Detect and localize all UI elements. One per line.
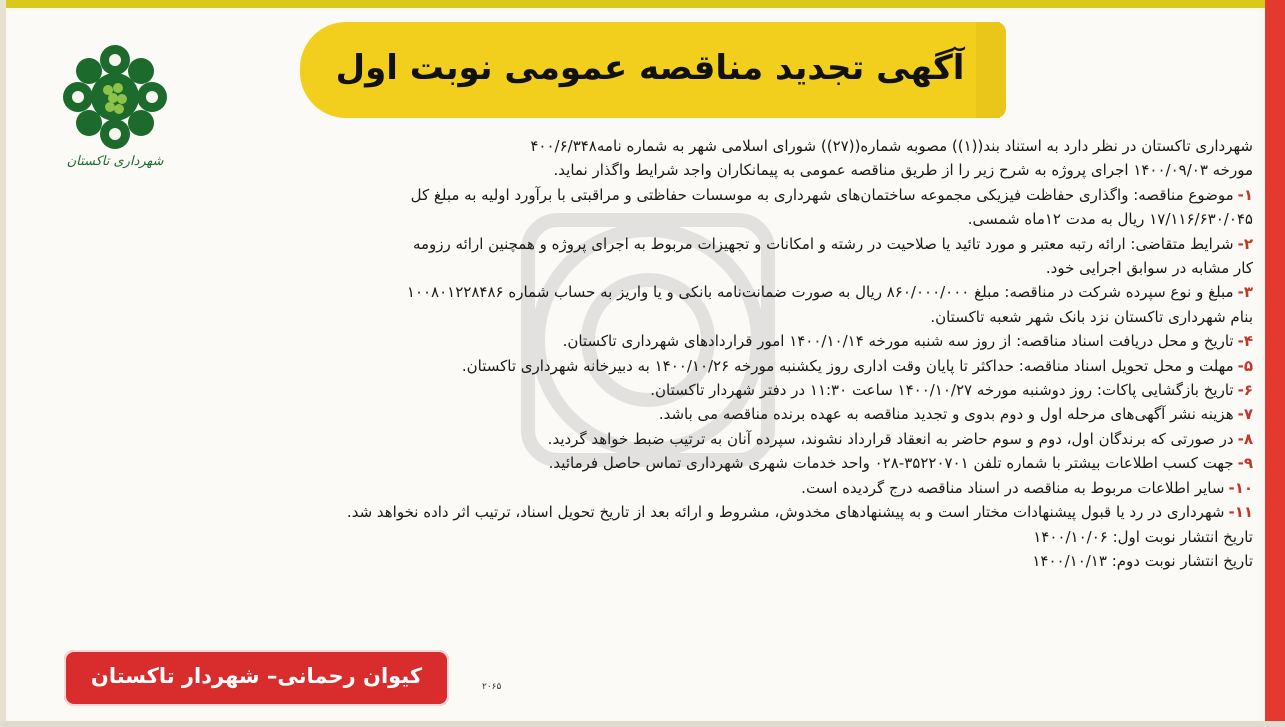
list-item [38,500,1253,524]
left-edge [0,0,6,727]
item-text: شهرداری در رد یا قبول پیشنهادات مختار است و به پیشنهادهای مخدوش، مشروط و ارائه بعد از تاریخ تحویل اسناد، ترتیب اثر داده نخواهد شد. [346,503,1225,522]
ad-code: ۲۰۶۵ [482,682,502,692]
item-text: سایر اطلاعات مربوط به مناقصه در اسناد مناقصه درج گردیده است. [801,478,1225,497]
list-item-continuation: بنام شهرداری تاکستان نزد بانک شهر شعبه تاکستان. [930,307,1253,326]
item-number: ۲- [1237,234,1253,253]
item-number: ۵- [1237,356,1253,375]
ad-paper [8,10,1258,720]
item-text: تاریخ و محل دریافت اسناد مناقصه: از روز سه شنبه مورخه ۱۴۰۰/۱۰/۱۴ امور قراردادهای شهرداری تاکستان. [562,332,1234,351]
signature-box [64,650,449,706]
list-item [38,378,1253,402]
list-item [38,183,1253,207]
item-text: در صورتی که برندگان اول، دوم و سوم حاضر به انعقاد قرارداد نشوند، سپرده آنان به ترتیب ضبط خواهد گردید. [547,429,1234,448]
item-number: ۴- [1237,332,1253,351]
ad-body [38,134,1253,573]
list-item [38,280,1253,304]
list-item [38,329,1253,353]
top-yellow-edge [0,0,1285,8]
item-number: ۶- [1237,381,1253,400]
intro-line: شهرداری تاکستان در نظر دارد به استناد بند((۱)) مصوبه شماره((۲۷)) شورای اسلامی شهر به شماره نامه۴۰۰/۶/۳۴۸ [530,137,1253,155]
item-text: تاریخ بازگشایی پاکات: روز دوشنبه مورخه ۱۴۰۰/۱۰/۲۷ ساعت ۱۱:۳۰ در دفتر شهردار تاکستان. [650,381,1234,400]
item-number: ۹- [1237,454,1253,473]
item-text: هزینه نشر آگهی‌های مرحله اول و دوم بدوی و تجدید مناقصه به عهده برنده مناقصه می باشد. [658,405,1234,424]
item-number: ۱۱- [1228,503,1253,522]
bottom-edge [0,721,1285,727]
item-text: مهلت و محل تحویل اسناد مناقصه: حداکثر تا پایان وقت اداری روز یکشنبه مورخه ۱۴۰۰/۱۰/۲۶ به دبیرخانه شهرداری تاکستان. [461,356,1234,375]
list-item [38,402,1253,426]
publish-date-first: تاریخ انتشار نوبت اول: ۱۴۰۰/۱۰/۰۶ [1033,527,1253,546]
item-text: مبلغ و نوع سپرده شرکت در مناقصه: مبلغ ۸۶۰/۰۰۰/۰۰۰ ریال به صورت ضمانت‌نامه بانکی و یا واریز به حساب شماره ۱۰۰۸۰۱۲۲۸۴۸۶ [406,283,1234,302]
list-item [38,476,1253,500]
item-number: ۸- [1237,429,1253,448]
ad-title: آگهی تجدید مناقصه عمومی نوبت اول [335,48,965,88]
item-number: ۱۰- [1228,478,1253,497]
signature-text: کیوان رحمانی– شهردار تاکستان [90,664,423,688]
list-item-continuation: ۱۷/۱۱۶/۶۳۰/۰۴۵ ریال به مدت ۱۲ماه شمسی. [967,210,1253,229]
list-item-continuation: کار مشابه در سوابق اجرایی خود. [1045,259,1253,278]
list-item [38,451,1253,475]
title-banner [300,22,1000,118]
item-number: ۳- [1237,283,1253,302]
logo-caption: شهرداری تاکستان [66,154,164,169]
intro-line: مورخه ۱۴۰۰/۰۹/۰۳ اجرای پروژه به شرح زیر را از طریق مناقصه عمومی به پیمانکاران واجد شرایط واگذار نماید. [553,161,1253,180]
list-item [38,427,1253,451]
right-red-edge [1265,0,1285,727]
item-number: ۷- [1237,405,1253,424]
item-text: شرایط متقاضی: ارائه رتبه معتبر و مورد تائید یا صلاحیت در رشته و امکانات و تجهیزات مربوط به اجرای پروژه و همچنین ارائه رزومه [412,234,1234,253]
list-item [38,232,1253,256]
item-text: جهت کسب اطلاعات بیشتر با شماره تلفن ۳۵۲۲۰۷۰۱-۰۲۸ واحد خدمات شهری شهرداری تماس حاصل فرمائید. [548,454,1234,473]
list-item [38,354,1253,378]
item-number: ۱- [1237,185,1253,204]
item-text: موضوع مناقصه: واگذاری حفاظت فیزیکی مجموعه ساختمان‌های شهرداری به موسسات حفاظتی و مراقبتی با برآورد اولیه به مبلغ کل [410,185,1234,204]
publish-date-second: تاریخ انتشار نوبت دوم: ۱۴۰۰/۱۰/۱۳ [1032,551,1253,570]
